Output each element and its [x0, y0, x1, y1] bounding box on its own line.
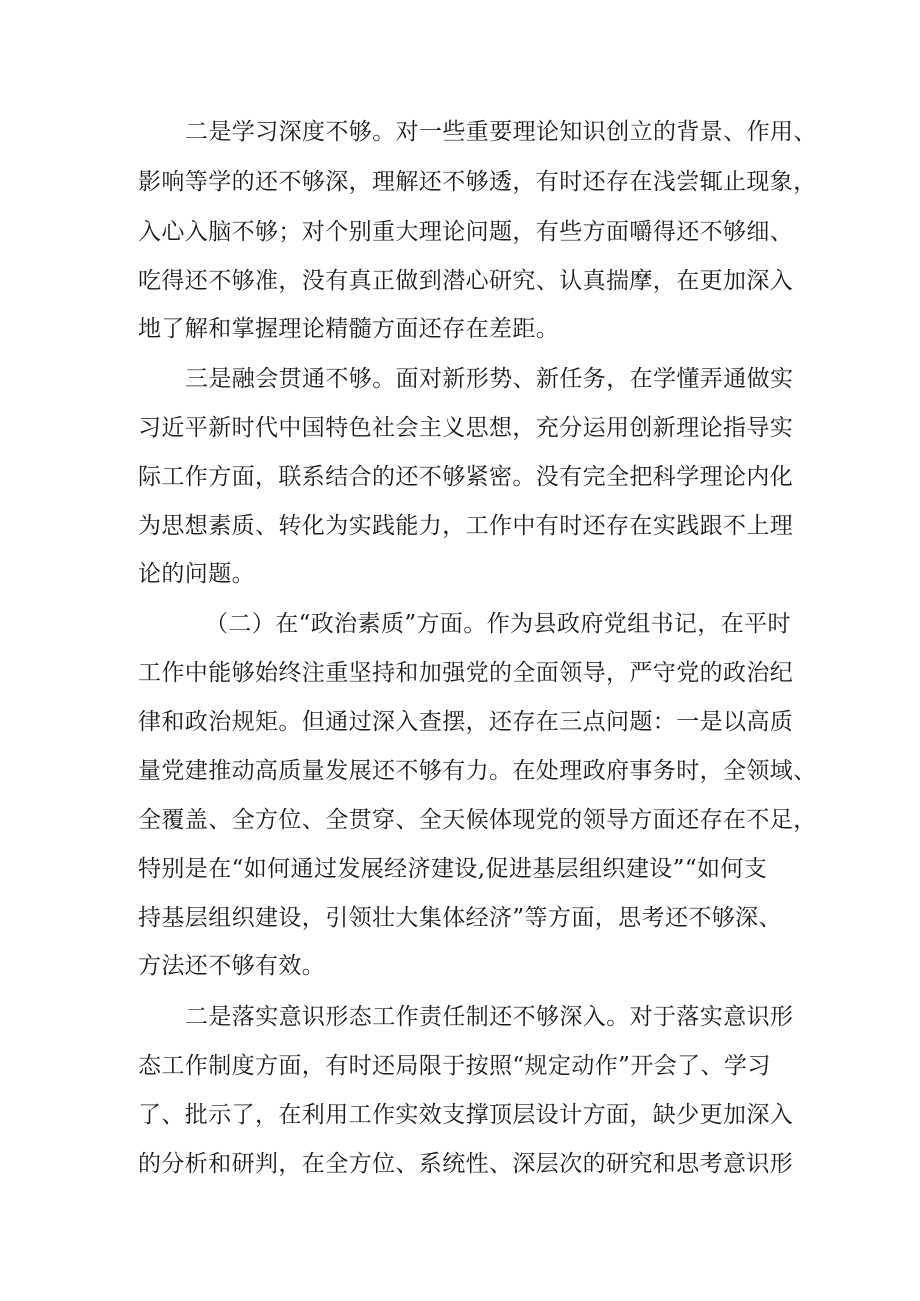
section-heading-line: （二）在“政治素质”方面。作为县政府党组书记，在平时	[205, 611, 791, 637]
text-line: 持基层组织建设，引领壮大集体经济”等方面，思考还不够深、	[138, 905, 782, 931]
text-line: 习近平新时代中国特色社会主义思想，充分运用创新理论指导实	[138, 415, 794, 441]
text-line: 量党建推动高质量发展还不够有力。在处理政府事务时，全领域、	[138, 758, 817, 784]
text-line: 为思想素质、转化为实践能力，工作中有时还存在实践跟不上理	[138, 513, 794, 539]
text-line: 三是融会贯通不够。面对新形势、新任务，在学懂弄通做实	[185, 366, 794, 392]
text-line: 论的问题。	[138, 561, 255, 587]
text-line: 的分析和研判，在全方位、系统性、深层次的研究和思考意识形	[138, 1151, 794, 1177]
text-line: 了、批示了，在利用工作实效支撑顶层设计方面，缺少更加深入	[138, 1102, 794, 1128]
text-line: 二是落实意识形态工作责任制还不够深入。对于落实意识形	[185, 1004, 794, 1030]
text-line: 影响等学的还不够深，理解还不够透，有时还存在浅尝辄止现象，	[138, 169, 817, 195]
text-line: 律和政治规矩。但通过深入查摆，还存在三点问题：一是以高质	[138, 709, 794, 735]
text-line: 工作中能够始终注重坚持和加强党的全面领导，严守党的政治纪	[138, 660, 794, 686]
text-line: 方法还不够有效。	[138, 953, 326, 979]
text-line: 地了解和掌握理论精髓方面还存在差距。	[138, 316, 560, 342]
text-line: 特别是在“如何通过发展经济建设,促进基层组织建设”“如何支	[138, 856, 768, 882]
text-line: 际工作方面，联系结合的还不够紧密。没有完全把科学理论内化	[138, 464, 794, 490]
text-line: 全覆盖、全方位、全贯穿、全天候体现党的领导方面还存在不足，	[138, 807, 817, 833]
text-line: 吃得还不够准，没有真正做到潜心研究、认真揣摩，在更加深入	[138, 268, 794, 294]
text-line: 态工作制度方面，有时还局限于按照“规定动作”开会了、学习	[138, 1053, 771, 1079]
text-line: 入心入脑不够；对个别重大理论问题，有些方面嚼得还不够细、	[138, 219, 794, 245]
text-line: 二是学习深度不够。对一些重要理论知识创立的背景、作用、	[185, 119, 817, 145]
